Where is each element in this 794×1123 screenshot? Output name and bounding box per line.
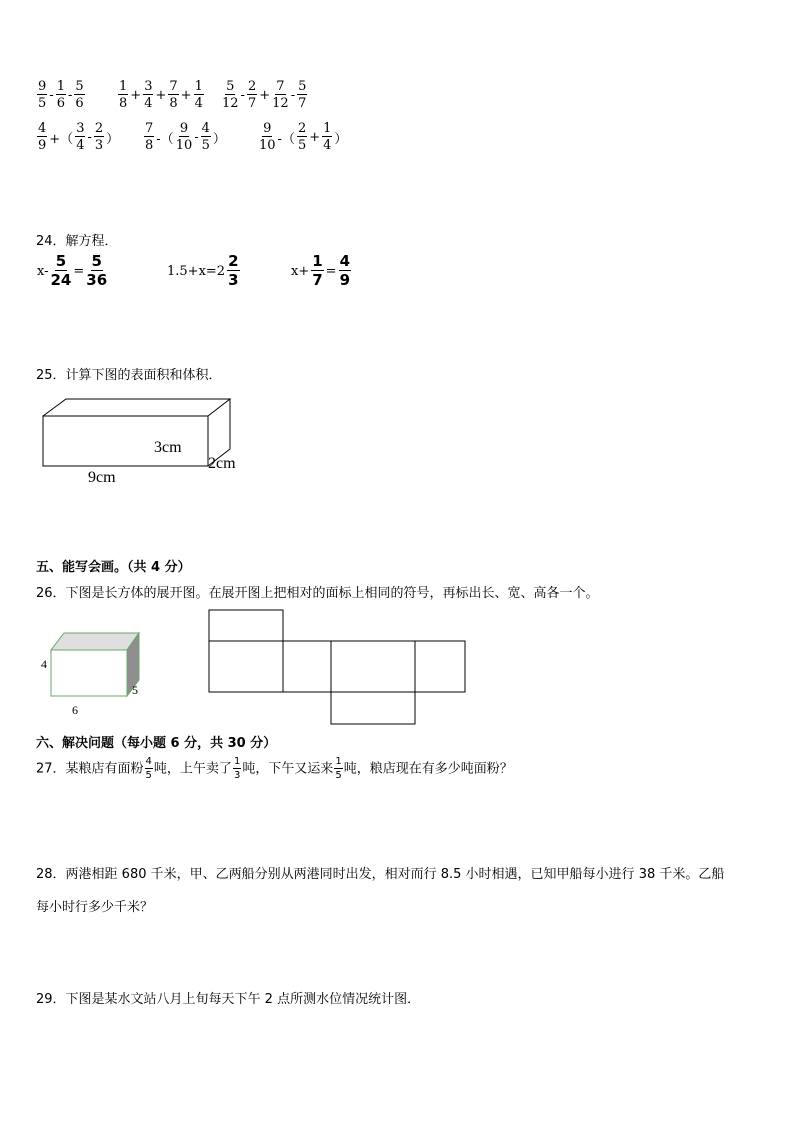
denominator: 3 [233, 770, 241, 781]
denominator: 5 [297, 138, 307, 153]
depth-label: 2cm [208, 455, 236, 472]
numerator: 2 [228, 252, 239, 270]
q27-text-part: 吨，粮店现在有多少吨面粉？ [343, 761, 513, 777]
q28-line-1: 28．两港相距 680 千米，甲、乙两船分别从两港同时出发，相对而行 8.5 小时相遇，已知甲船每小进行 38 千米。乙船 [36, 867, 725, 882]
operator: + [130, 87, 142, 103]
numerator: 1 [335, 756, 342, 767]
fraction [297, 122, 307, 152]
operator: - [67, 87, 73, 103]
operator: - [87, 129, 92, 145]
q25-title: 25．计算下图的表面积和体积． [36, 368, 222, 383]
fraction [222, 80, 239, 110]
operator: - [194, 129, 199, 145]
calc-row-2-c [258, 122, 348, 152]
fraction [51, 254, 72, 288]
equals-sign: = [73, 263, 85, 279]
fraction [227, 254, 239, 288]
fraction [322, 122, 332, 152]
numerator: 9 [179, 121, 189, 136]
net-face [331, 692, 415, 724]
q27-text [36, 757, 513, 781]
fraction [339, 254, 351, 288]
denominator: 5 [145, 770, 152, 781]
q27-text-part: 27．某粮店有面粉 [36, 761, 144, 777]
numerator: 5 [75, 79, 84, 94]
denominator: 4 [323, 138, 332, 153]
numerator: 2 [94, 121, 104, 136]
fraction [86, 254, 107, 288]
box-height-label: 4 [41, 657, 47, 671]
numerator: 2 [297, 121, 307, 136]
denominator: 5 [201, 138, 210, 153]
fraction [233, 757, 241, 781]
operator: + [259, 87, 271, 103]
fraction [194, 80, 204, 110]
length-label: 9cm [88, 469, 116, 486]
fraction [118, 80, 128, 110]
denominator: 6 [75, 96, 84, 111]
fraction [37, 122, 47, 152]
denominator: 4 [144, 96, 153, 111]
denominator: 10 [259, 138, 276, 153]
q26-text: 26．下图是长方体的展开图。在展开图上把相对的面标上相同的符号，再标出长、宽、高各一个。 [36, 586, 599, 601]
denominator: 9 [38, 138, 47, 153]
q24-title: 24．解方程． [36, 234, 118, 249]
numerator: 5 [91, 252, 102, 270]
denominator: 7 [312, 271, 323, 289]
operator: - [49, 87, 54, 103]
fraction [259, 122, 276, 152]
operator: + [180, 87, 192, 103]
fraction [311, 254, 323, 288]
denominator: 4 [194, 96, 203, 111]
fraction [143, 80, 153, 110]
denominator: 8 [119, 96, 128, 111]
fraction [247, 80, 257, 110]
eq-prefix: 1.5+x=2 [167, 263, 226, 279]
denominator: 7 [298, 96, 307, 111]
denominator: 12 [272, 96, 289, 111]
q28-line-2: 每小时行多少千米？ [36, 900, 154, 915]
calc-row-1-c [221, 80, 308, 110]
denominator: 3 [94, 138, 104, 153]
numerator: 9 [263, 121, 272, 136]
fraction [94, 122, 104, 152]
box-depth-label: 5 [132, 683, 138, 697]
net-face [415, 641, 465, 692]
q27-text-part: 吨，上午卖了 [153, 761, 232, 777]
calc-expression [117, 79, 205, 111]
box-top-face [51, 633, 139, 650]
numerator: 3 [144, 79, 153, 94]
fraction [56, 80, 66, 110]
operator: ） [212, 131, 226, 147]
calc-row-1-b [117, 80, 205, 110]
eq-prefix: x- [37, 263, 49, 279]
height-label: 3cm [154, 439, 182, 456]
calc-expression [36, 79, 86, 111]
net-face [283, 641, 331, 692]
numerator: 1 [323, 121, 332, 136]
fraction [201, 122, 211, 152]
fraction [37, 80, 47, 110]
operator: -（ [277, 131, 295, 147]
q24-equation-2 [166, 254, 241, 288]
operator: +（ [49, 131, 74, 147]
fraction [272, 80, 289, 110]
cuboid-top-face [43, 399, 230, 416]
numerator: 2 [247, 79, 257, 94]
denominator: 36 [86, 271, 108, 289]
operator: -（ [156, 131, 174, 147]
cuboid-3d-figure [36, 628, 151, 720]
operator: ） [106, 131, 120, 147]
denominator: 8 [145, 138, 154, 153]
numerator: 5 [298, 79, 307, 94]
calc-expression [36, 121, 120, 153]
numerator: 3 [76, 121, 85, 136]
denominator: 5 [38, 96, 47, 111]
numerator: 1 [194, 79, 203, 94]
q24-equation-1 [36, 254, 108, 288]
operator: - [240, 87, 245, 103]
operator: + [309, 129, 321, 145]
numerator: 4 [38, 121, 47, 136]
net-face [209, 610, 283, 641]
calc-row-2-b [143, 122, 227, 152]
operator: - [290, 87, 296, 103]
numerator: 4 [201, 121, 210, 136]
numerator: 7 [145, 121, 154, 136]
numerator: 1 [312, 252, 323, 270]
section-5-title: 五、能写会画。（共 4 分） [36, 560, 191, 575]
numerator: 9 [38, 79, 47, 94]
calc-row-1 [36, 80, 86, 110]
fraction [168, 80, 178, 110]
q24-equation-3 [290, 254, 352, 288]
fraction [75, 122, 85, 152]
numerator: 7 [276, 79, 285, 94]
calc-expression [143, 121, 227, 153]
denominator: 4 [76, 138, 85, 153]
q29-text: 29．下图是某水文站八月上旬每天下午 2 点所测水位情况统计图． [36, 992, 421, 1007]
denominator: 24 [50, 271, 72, 289]
calc-expression [258, 121, 348, 153]
net-face [331, 641, 415, 692]
denominator: 9 [339, 271, 351, 289]
numerator: 4 [339, 252, 351, 270]
denominator: 12 [222, 96, 239, 111]
q27-text-part: 吨，下午又运来 [242, 761, 334, 777]
fraction [176, 122, 193, 152]
numerator: 1 [119, 79, 128, 94]
cuboid-net-figure [205, 606, 470, 730]
numerator: 1 [56, 79, 65, 94]
denominator: 3 [228, 271, 239, 289]
numerator: 5 [55, 252, 67, 270]
calc-row-2 [36, 122, 120, 152]
cuboid-figure [30, 392, 260, 492]
equals-sign: = [325, 263, 337, 279]
eq-prefix: x+ [291, 263, 310, 279]
box-front-face [51, 650, 127, 696]
fraction [297, 80, 307, 110]
numerator: 1 [233, 756, 241, 767]
net-face [209, 641, 283, 692]
section-6-title: 六、解决问题（每小题 6 分，共 30 分） [36, 736, 277, 751]
fraction [144, 122, 154, 152]
calc-expression [221, 79, 308, 111]
fraction [334, 757, 342, 781]
denominator: 10 [175, 138, 193, 153]
denominator: 7 [247, 96, 257, 111]
denominator: 6 [56, 96, 65, 111]
denominator: 5 [335, 770, 342, 781]
box-length-label: 6 [72, 703, 78, 717]
numerator: 4 [145, 756, 152, 767]
numerator: 7 [169, 79, 178, 94]
cuboid-front-face [43, 416, 208, 466]
operator: ） [334, 131, 348, 147]
fraction [145, 757, 153, 781]
operator: + [155, 87, 167, 103]
fraction [74, 80, 84, 110]
numerator: 5 [226, 79, 235, 94]
denominator: 8 [169, 96, 178, 111]
